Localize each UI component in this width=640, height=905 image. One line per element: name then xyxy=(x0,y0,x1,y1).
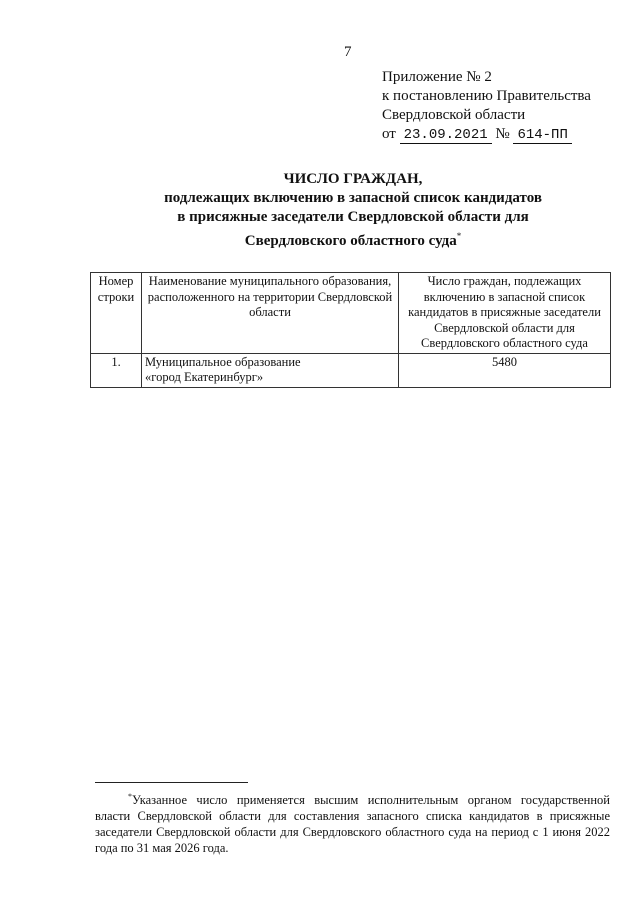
header-number: Номер строки xyxy=(91,273,142,354)
name-line: Муниципальное образование xyxy=(145,354,301,369)
annex-date-line xyxy=(382,125,591,145)
resolution-number: 614-ПП xyxy=(513,127,571,144)
title-line xyxy=(100,227,606,251)
data-table xyxy=(90,272,611,388)
date-prefix: от xyxy=(382,126,396,142)
footnote-text: Указанное число применяется высшим исполнительным органом государственной власти Свердловской области для составления запасного списка кандидатов в присяжные заседатели Свердловской области для Свердловского областного суда на период с 1 июня 2022 года по 31 мая 2026 года. xyxy=(95,793,610,856)
table-row xyxy=(91,353,611,387)
date: 23.09.2021 xyxy=(400,127,492,144)
header-name: Наименование муниципального образования, расположенного на территории Свердловской области xyxy=(142,273,399,354)
footnote xyxy=(95,789,610,856)
cell-name xyxy=(142,353,399,387)
name-line: «город Екатеринбург» xyxy=(145,370,264,384)
annex-line: Приложение № 2 xyxy=(382,69,492,85)
header-count: Число граждан, подлежащих включению в запасной список кандидатов в присяжные заседатели Свердловской области для Свердловского областного суда xyxy=(399,273,611,354)
cell-number: 1. xyxy=(91,353,142,387)
title-line: в присяжные заседатели Свердловской области для xyxy=(177,209,529,225)
footnote-mark: * xyxy=(456,231,462,241)
footnote-mark: * xyxy=(128,792,132,801)
annex-line: к постановлению Правительства xyxy=(382,88,591,104)
table-header-row xyxy=(91,273,611,354)
footnote-separator xyxy=(95,782,248,783)
document-title xyxy=(100,170,606,251)
annex-header xyxy=(382,68,591,145)
title-line: подлежащих включению в запасной список кандидатов xyxy=(164,190,542,206)
cell-count: 5480 xyxy=(399,353,611,387)
page-number: 7 xyxy=(344,44,352,60)
annex-line: Свердловской области xyxy=(382,107,526,123)
number-prefix: № xyxy=(495,126,510,142)
title-text: Свердловского областного суда xyxy=(244,233,457,249)
title-line: ЧИСЛО ГРАЖДАН, xyxy=(283,171,423,187)
